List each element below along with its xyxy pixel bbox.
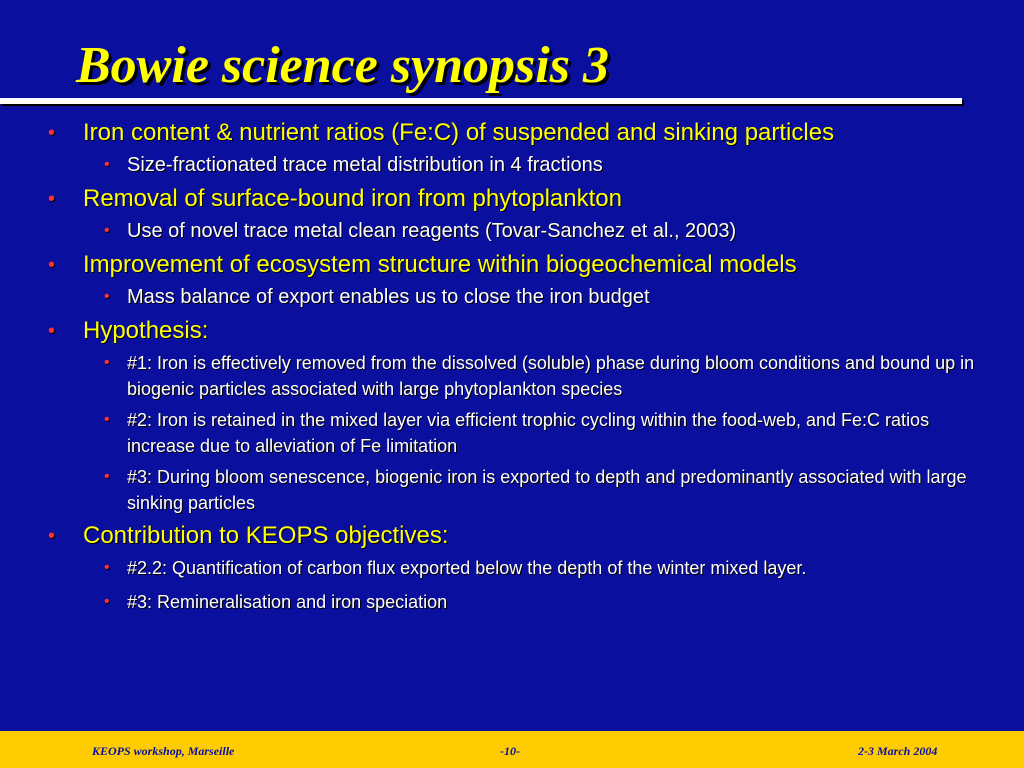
sub-bullet-item [0,589,1024,615]
sub-bullet-text: #3: Remineralisation and iron speciation [127,592,448,612]
footer-date: 2-3 March 2004 [858,744,938,758]
sub-bullet-item [0,464,1024,516]
bullet-icon: • [104,593,110,610]
sub-bullet-item [0,350,1024,402]
bullet-icon: • [104,222,110,239]
sub-bullet-text: Mass balance of export enables us to close the iron budget [127,286,650,308]
bullet-icon: • [104,156,110,173]
sub-bullet-item [0,218,1024,244]
footer-bar [0,731,1024,768]
sub-bullet-text: #2: Iron is retained in the mixed layer via efficient trophic cycling within the food-web, and Fe:C ratios increase due to alleviation of Fe limitation [127,410,930,456]
bullet-text: Hypothesis: [83,317,209,344]
sub-bullet-text: Size-fractionated trace metal distribution in 4 fractions [127,154,603,176]
bullet-icon: • [104,559,110,576]
bullet-item [0,184,1024,214]
bullet-icon: • [48,320,56,342]
sub-bullet-item [0,284,1024,310]
bullet-item [0,316,1024,346]
bullet-list [0,118,1024,620]
bullet-icon: • [104,411,110,428]
bullet-text: Removal of surface-bound iron from phytoplankton [83,185,622,212]
sub-bullet-item [0,152,1024,178]
bullet-item [0,250,1024,280]
footer-page-number: -10- [500,744,520,758]
sub-bullet-text: Use of novel trace metal clean reagents (Tovar-Sanchez et al., 2003) [127,220,737,242]
sub-bullet-item [0,407,1024,459]
bullet-text: Contribution to KEOPS objectives: [83,522,449,549]
bullet-icon: • [104,468,110,485]
bullet-icon: • [48,525,56,547]
sub-bullet-text: #3: During bloom senescence, biogenic iron is exported to depth and predominantly associated with large sinking particles [127,467,967,513]
bullet-icon: • [48,254,56,276]
sub-bullet-text: #2.2: Quantification of carbon flux exported below the depth of the winter mixed layer. [127,558,807,578]
bullet-text: Iron content & nutrient ratios (Fe:C) of suspended and sinking particles [83,119,835,146]
bullet-item [0,118,1024,148]
bullet-icon: • [48,122,56,144]
bullet-item [0,521,1024,551]
sub-bullet-text: #1: Iron is effectively removed from the dissolved (soluble) phase during bloom conditions and bound up in biogenic particles associated with large phytoplankton species [127,353,975,399]
bullet-icon: • [104,288,110,305]
title-underline [0,98,962,104]
bullet-icon: • [104,354,110,371]
bullet-text: Improvement of ecosystem structure within biogeochemical models [83,251,797,278]
slide-title: Bowie science synopsis 3 [76,37,609,94]
sub-bullet-item [0,555,1024,581]
bullet-icon: • [48,188,56,210]
footer-event: KEOPS workshop, Marseille [92,744,235,758]
